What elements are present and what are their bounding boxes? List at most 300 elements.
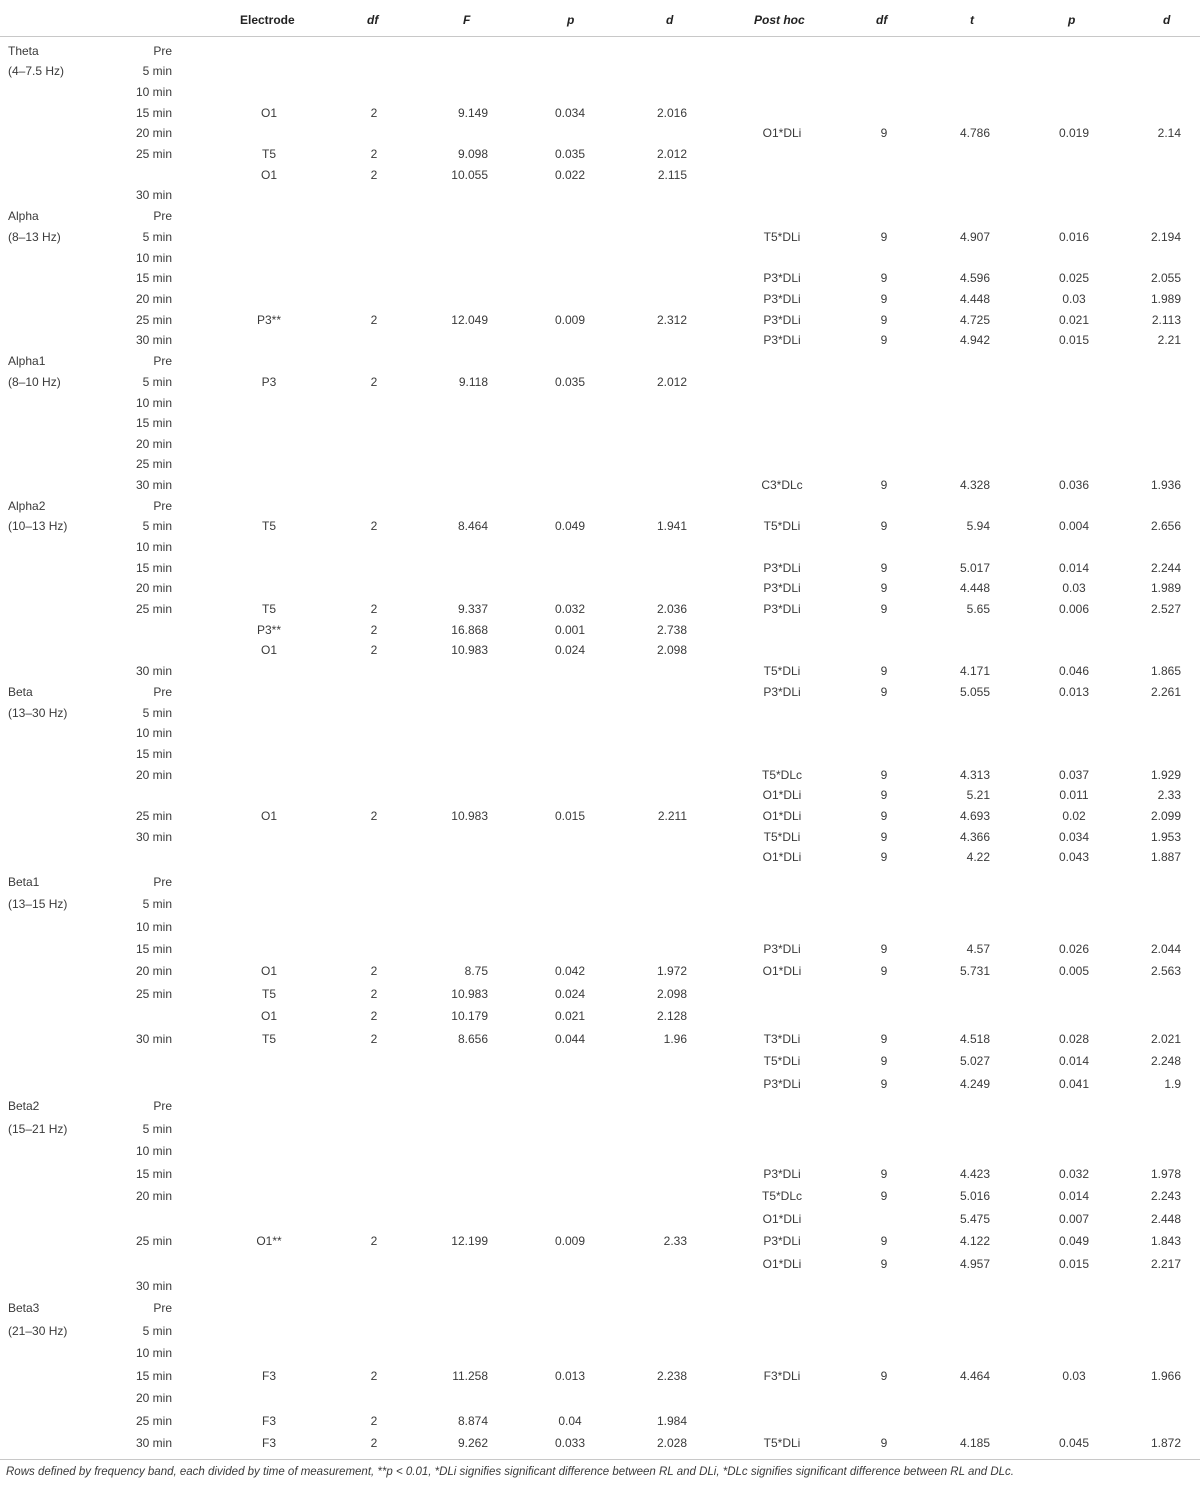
- t-value: 4.328: [959, 478, 990, 492]
- time-label: 15 min: [135, 942, 172, 956]
- posthoc-df-cell: 9: [880, 519, 888, 533]
- d-value: 2.211: [657, 809, 687, 823]
- time-label: 5 min: [142, 519, 172, 533]
- f-value: 8.75: [464, 964, 488, 978]
- t-value: 4.596: [959, 271, 990, 285]
- p-value: 0.013: [554, 1369, 586, 1383]
- df-cell: 2: [370, 987, 378, 1001]
- time-label: 25 min: [135, 147, 172, 161]
- posthoc-cell: P3*DLi: [763, 333, 801, 347]
- d-value: 2.115: [657, 168, 687, 182]
- posthoc-df-cell: 9: [880, 788, 888, 802]
- df-cell: 2: [370, 313, 378, 327]
- posthoc-d-value: 2.448: [1150, 1212, 1181, 1226]
- header-posthoc: Post hoc: [754, 13, 805, 27]
- time-label: 5 min: [142, 897, 172, 911]
- d-value: 2.738: [656, 623, 687, 637]
- f-value: 12.199: [451, 1234, 488, 1248]
- f-value: 10.055: [451, 168, 488, 182]
- f-value: 8.656: [457, 1032, 488, 1046]
- posthoc-p-value: 0.028: [1058, 1032, 1090, 1046]
- posthoc-cell: P3*DLi: [763, 292, 801, 306]
- band-label: Beta1: [8, 875, 40, 889]
- posthoc-d-value: 2.113: [1151, 313, 1181, 327]
- time-label: 15 min: [135, 1369, 172, 1383]
- t-value: 4.725: [959, 313, 990, 327]
- band-label: Beta: [8, 685, 33, 699]
- posthoc-df-cell: 9: [880, 1436, 888, 1450]
- posthoc-p-value: 0.041: [1058, 1077, 1090, 1091]
- band-label: (8–13 Hz): [8, 230, 61, 244]
- time-label: Pre: [153, 354, 172, 368]
- posthoc-cell: T5*DLi: [763, 1054, 801, 1068]
- posthoc-p-value: 0.004: [1058, 519, 1090, 533]
- posthoc-df-cell: 9: [880, 581, 888, 595]
- f-value: 12.049: [451, 313, 488, 327]
- posthoc-p-value: 0.036: [1058, 478, 1090, 492]
- band-label: Theta: [8, 44, 39, 58]
- posthoc-p-value: 0.005: [1058, 964, 1090, 978]
- posthoc-p-value: 0.043: [1058, 850, 1090, 864]
- p-value: 0.04: [558, 1414, 582, 1428]
- electrode-cell: O1: [260, 809, 277, 823]
- posthoc-p-value: 0.034: [1058, 830, 1090, 844]
- posthoc-p-value: 0.014: [1058, 1054, 1090, 1068]
- time-label: 15 min: [135, 271, 172, 285]
- posthoc-p-value: 0.007: [1058, 1212, 1090, 1226]
- posthoc-d-value: 1.872: [1150, 1436, 1181, 1450]
- electrode-cell: O1: [260, 643, 277, 657]
- posthoc-p-value: 0.021: [1058, 313, 1090, 327]
- electrode-cell: O1: [260, 106, 277, 120]
- posthoc-cell: P3*DLi: [763, 313, 801, 327]
- d-value: 1.984: [656, 1414, 687, 1428]
- posthoc-d-value: 2.044: [1150, 942, 1181, 956]
- electrode-cell: T5: [261, 147, 276, 161]
- time-label: 20 min: [135, 126, 172, 140]
- posthoc-cell: F3*DLi: [763, 1369, 801, 1383]
- posthoc-d-value: 2.244: [1150, 561, 1181, 575]
- posthoc-d-value: 2.021: [1150, 1032, 1181, 1046]
- time-label: 30 min: [135, 1279, 172, 1293]
- time-label: 20 min: [135, 964, 172, 978]
- p-value: 0.035: [554, 375, 586, 389]
- d-value: 2.012: [656, 375, 687, 389]
- time-label: 15 min: [135, 561, 172, 575]
- electrode-cell: P3**: [256, 313, 282, 327]
- f-value: 10.983: [451, 987, 488, 1001]
- posthoc-d-value: 2.217: [1150, 1257, 1181, 1271]
- f-value: 8.874: [457, 1414, 488, 1428]
- t-value: 5.65: [966, 602, 990, 616]
- f-value: 16.868: [451, 623, 488, 637]
- time-label: 30 min: [135, 830, 172, 844]
- posthoc-cell: P3*DLi: [763, 602, 801, 616]
- time-label: Pre: [153, 875, 172, 889]
- p-value: 0.024: [554, 643, 586, 657]
- time-label: 5 min: [142, 706, 172, 720]
- f-value: 10.179: [451, 1009, 488, 1023]
- band-label: Beta3: [8, 1301, 40, 1315]
- f-value: 11.258: [452, 1369, 488, 1383]
- p-value: 0.015: [554, 809, 586, 823]
- posthoc-d-value: 1.989: [1150, 292, 1181, 306]
- posthoc-d-value: 1.929: [1150, 768, 1181, 782]
- f-value: 9.262: [457, 1436, 488, 1450]
- p-value: 0.035: [554, 147, 586, 161]
- posthoc-cell: T5*DLi: [763, 664, 801, 678]
- p-value: 0.044: [554, 1032, 586, 1046]
- t-value: 5.475: [959, 1212, 990, 1226]
- time-label: 10 min: [135, 920, 172, 934]
- posthoc-df-cell: 9: [880, 1369, 888, 1383]
- electrode-cell: O1: [260, 964, 277, 978]
- posthoc-d-value: 1.936: [1150, 478, 1181, 492]
- posthoc-d-value: 1.989: [1150, 581, 1181, 595]
- df-cell: 2: [370, 1234, 378, 1248]
- posthoc-df-cell: 9: [880, 809, 888, 823]
- electrode-cell: O1: [260, 1009, 277, 1023]
- posthoc-cell: P3*DLi: [763, 1234, 801, 1248]
- posthoc-p-value: 0.011: [1059, 788, 1089, 802]
- d-value: 2.312: [656, 313, 687, 327]
- table-footnote: Rows defined by frequency band, each divided by time of measurement, **p < 0.01, *DLi signifies significant difference between RL and DLi, *DLc signifies significant difference between RL and DLc.: [6, 1466, 1015, 1478]
- electrode-cell: F3: [261, 1436, 276, 1450]
- df-cell: 2: [370, 519, 378, 533]
- electrode-cell: F3: [261, 1369, 276, 1383]
- posthoc-df-cell: 9: [880, 830, 888, 844]
- time-label: 30 min: [135, 188, 172, 202]
- time-label: 25 min: [135, 987, 172, 1001]
- header-rule: [0, 36, 1200, 37]
- posthoc-df-cell: 9: [880, 1032, 888, 1046]
- p-value: 0.001: [554, 623, 586, 637]
- df-cell: 2: [370, 168, 378, 182]
- posthoc-d-value: 1.9: [1164, 1077, 1181, 1091]
- posthoc-d-value: 1.843: [1150, 1234, 1181, 1248]
- posthoc-df-cell: 9: [880, 1234, 888, 1248]
- t-value: 4.185: [959, 1436, 990, 1450]
- posthoc-cell: T5*DLi: [763, 230, 801, 244]
- t-value: 5.94: [966, 519, 990, 533]
- posthoc-d-value: 2.055: [1150, 271, 1181, 285]
- time-label: Pre: [153, 1099, 172, 1113]
- posthoc-d-value: 2.099: [1150, 809, 1181, 823]
- posthoc-d-value: 2.248: [1150, 1054, 1181, 1068]
- posthoc-p-value: 0.026: [1058, 942, 1090, 956]
- time-label: 20 min: [135, 581, 172, 595]
- posthoc-df-cell: 9: [880, 1257, 888, 1271]
- posthoc-df-cell: 9: [880, 271, 888, 285]
- posthoc-p-value: 0.046: [1058, 664, 1090, 678]
- posthoc-p-value: 0.03: [1062, 1369, 1086, 1383]
- d-value: 2.238: [656, 1369, 687, 1383]
- band-label: (13–30 Hz): [8, 706, 68, 720]
- time-label: 10 min: [135, 1346, 172, 1360]
- band-label: (21–30 Hz): [8, 1324, 68, 1338]
- posthoc-cell: P3*DLi: [763, 581, 801, 595]
- header-d-posthoc: d: [1163, 13, 1171, 27]
- t-value: 4.366: [959, 830, 990, 844]
- posthoc-p-value: 0.02: [1062, 809, 1086, 823]
- t-value: 4.448: [959, 292, 990, 306]
- time-label: 20 min: [135, 437, 172, 451]
- posthoc-cell: T3*DLi: [763, 1032, 801, 1046]
- time-label: Pre: [153, 499, 172, 513]
- time-label: 25 min: [135, 457, 172, 471]
- time-label: 25 min: [135, 1414, 172, 1428]
- t-value: 5.016: [959, 1189, 990, 1203]
- time-label: 20 min: [135, 1189, 172, 1203]
- posthoc-d-value: 2.194: [1150, 230, 1181, 244]
- p-value: 0.049: [554, 519, 586, 533]
- posthoc-d-value: 1.865: [1150, 664, 1181, 678]
- posthoc-cell: C3*DLc: [761, 478, 803, 492]
- posthoc-df-cell: 9: [880, 230, 888, 244]
- t-value: 4.313: [959, 768, 990, 782]
- posthoc-cell: T5*DLi: [763, 519, 801, 533]
- time-label: Pre: [153, 44, 172, 58]
- p-value: 0.021: [554, 1009, 586, 1023]
- t-value: 4.22: [966, 850, 990, 864]
- d-value: 2.098: [656, 987, 687, 1001]
- posthoc-df-cell: 9: [880, 1077, 888, 1091]
- electrode-cell: P3**: [256, 623, 282, 637]
- t-value: 5.027: [959, 1054, 990, 1068]
- electrode-cell: T5: [261, 1032, 276, 1046]
- d-value: 2.098: [656, 643, 687, 657]
- posthoc-df-cell: 9: [880, 126, 888, 140]
- electrode-cell: T5: [261, 987, 276, 1001]
- t-value: 4.518: [959, 1032, 990, 1046]
- t-value: 4.942: [959, 333, 990, 347]
- posthoc-df-cell: 9: [880, 333, 888, 347]
- posthoc-p-value: 0.037: [1058, 768, 1090, 782]
- posthoc-cell: O1*DLi: [762, 788, 802, 802]
- posthoc-cell: O1*DLi: [762, 1257, 802, 1271]
- t-value: 4.171: [959, 664, 990, 678]
- f-value: 10.983: [451, 643, 488, 657]
- df-cell: 2: [370, 106, 378, 120]
- p-value: 0.034: [554, 106, 586, 120]
- df-cell: 2: [370, 602, 378, 616]
- t-value: 5.017: [959, 561, 990, 575]
- p-value: 0.032: [554, 602, 586, 616]
- posthoc-df-cell: 9: [880, 1189, 888, 1203]
- header-df: df: [367, 13, 379, 27]
- time-label: 10 min: [135, 85, 172, 99]
- posthoc-df-cell: 9: [880, 664, 888, 678]
- d-value: 1.96: [663, 1032, 687, 1046]
- t-value: 5.21: [966, 788, 990, 802]
- posthoc-p-value: 0.016: [1058, 230, 1090, 244]
- posthoc-d-value: 1.966: [1150, 1369, 1181, 1383]
- p-value: 0.022: [554, 168, 586, 182]
- t-value: 4.249: [959, 1077, 990, 1091]
- df-cell: 2: [370, 1009, 378, 1023]
- posthoc-p-value: 0.025: [1058, 271, 1090, 285]
- time-label: Pre: [153, 209, 172, 223]
- f-value: 9.098: [457, 147, 488, 161]
- posthoc-cell: P3*DLi: [763, 1077, 801, 1091]
- t-value: 4.907: [959, 230, 990, 244]
- t-value: 4.957: [959, 1257, 990, 1271]
- d-value: 1.941: [656, 519, 687, 533]
- time-label: 20 min: [135, 1391, 172, 1405]
- posthoc-d-value: 2.21: [1157, 333, 1181, 347]
- band-label: Alpha1: [8, 354, 46, 368]
- t-value: 4.448: [959, 581, 990, 595]
- posthoc-d-value: 2.33: [1157, 788, 1181, 802]
- posthoc-df-cell: 9: [880, 850, 888, 864]
- time-label: 5 min: [142, 230, 172, 244]
- time-label: 15 min: [135, 1167, 172, 1181]
- posthoc-cell: P3*DLi: [763, 561, 801, 575]
- posthoc-cell: P3*DLi: [763, 271, 801, 285]
- electrode-cell: P3: [261, 375, 277, 389]
- posthoc-p-value: 0.013: [1058, 685, 1090, 699]
- band-label: (15–21 Hz): [8, 1122, 68, 1136]
- time-label: 20 min: [135, 292, 172, 306]
- time-label: 10 min: [135, 396, 172, 410]
- time-label: 15 min: [135, 416, 172, 430]
- band-label: (8–10 Hz): [8, 375, 61, 389]
- posthoc-df-cell: 9: [880, 1054, 888, 1068]
- bottom-rule: [0, 1459, 1200, 1460]
- posthoc-df-cell: 9: [880, 768, 888, 782]
- posthoc-df-cell: 9: [880, 561, 888, 575]
- time-label: 30 min: [135, 333, 172, 347]
- header-p: p: [567, 13, 575, 27]
- posthoc-cell: T5*DLi: [763, 1436, 801, 1450]
- t-value: 4.423: [959, 1167, 990, 1181]
- electrode-cell: T5: [261, 519, 276, 533]
- time-label: 15 min: [135, 106, 172, 120]
- t-value: 4.693: [959, 809, 990, 823]
- posthoc-p-value: 0.03: [1062, 581, 1086, 595]
- posthoc-cell: T5*DLc: [761, 1189, 802, 1203]
- header-p-posthoc: p: [1068, 13, 1076, 27]
- posthoc-p-value: 0.015: [1058, 333, 1090, 347]
- posthoc-d-value: 2.261: [1150, 685, 1181, 699]
- p-value: 0.009: [554, 1234, 586, 1248]
- time-label: 5 min: [142, 1324, 172, 1338]
- posthoc-cell: T5*DLc: [761, 768, 802, 782]
- p-value: 0.033: [554, 1436, 586, 1450]
- electrode-cell: F3: [261, 1414, 276, 1428]
- posthoc-df-cell: 9: [880, 313, 888, 327]
- df-cell: 2: [370, 623, 378, 637]
- electrode-cell: O1**: [256, 1234, 282, 1248]
- posthoc-d-value: 2.656: [1150, 519, 1181, 533]
- p-value: 0.009: [554, 313, 586, 327]
- time-label: 30 min: [135, 664, 172, 678]
- time-label: 25 min: [135, 602, 172, 616]
- posthoc-d-value: 1.953: [1150, 830, 1181, 844]
- posthoc-df-cell: 9: [880, 685, 888, 699]
- time-label: 30 min: [135, 1032, 172, 1046]
- time-label: 25 min: [135, 809, 172, 823]
- posthoc-p-value: 0.014: [1058, 1189, 1090, 1203]
- header-d: d: [666, 13, 674, 27]
- df-cell: 2: [370, 147, 378, 161]
- posthoc-p-value: 0.014: [1058, 561, 1090, 575]
- posthoc-p-value: 0.032: [1058, 1167, 1090, 1181]
- p-value: 0.042: [554, 964, 586, 978]
- df-cell: 2: [370, 809, 378, 823]
- posthoc-cell: T5*DLi: [763, 830, 801, 844]
- posthoc-d-value: 1.887: [1150, 850, 1181, 864]
- t-value: 4.786: [959, 126, 990, 140]
- f-value: 10.983: [451, 809, 488, 823]
- posthoc-d-value: 2.14: [1157, 126, 1181, 140]
- d-value: 2.016: [656, 106, 687, 120]
- time-label: 10 min: [135, 540, 172, 554]
- time-label: 10 min: [135, 251, 172, 265]
- d-value: 2.036: [656, 602, 687, 616]
- posthoc-p-value: 0.045: [1058, 1436, 1090, 1450]
- posthoc-d-value: 2.563: [1150, 964, 1181, 978]
- time-label: 30 min: [135, 1436, 172, 1450]
- electrode-cell: O1: [260, 168, 277, 182]
- posthoc-d-value: 1.978: [1150, 1167, 1181, 1181]
- posthoc-cell: O1*DLi: [762, 850, 802, 864]
- posthoc-p-value: 0.03: [1062, 292, 1086, 306]
- posthoc-df-cell: 9: [880, 602, 888, 616]
- p-value: 0.024: [554, 987, 586, 1001]
- df-cell: 2: [370, 1436, 378, 1450]
- time-label: 5 min: [142, 1122, 172, 1136]
- f-value: 9.149: [457, 106, 488, 120]
- posthoc-df-cell: 9: [880, 942, 888, 956]
- posthoc-p-value: 0.019: [1058, 126, 1090, 140]
- t-value: 5.055: [959, 685, 990, 699]
- band-label: Beta2: [8, 1099, 40, 1113]
- d-value: 2.028: [656, 1436, 687, 1450]
- posthoc-cell: O1*DLi: [762, 1212, 802, 1226]
- time-label: 15 min: [135, 747, 172, 761]
- header-f: F: [463, 13, 471, 27]
- df-cell: 2: [370, 1369, 378, 1383]
- time-label: Pre: [153, 1301, 172, 1315]
- time-label: 25 min: [135, 313, 172, 327]
- time-label: 30 min: [135, 478, 172, 492]
- posthoc-df-cell: 9: [880, 964, 888, 978]
- d-value: 2.128: [656, 1009, 687, 1023]
- header-df-posthoc: df: [876, 13, 888, 27]
- time-label: 5 min: [142, 375, 172, 389]
- posthoc-df-cell: 9: [880, 1167, 888, 1181]
- posthoc-cell: P3*DLi: [763, 942, 801, 956]
- time-label: 20 min: [135, 768, 172, 782]
- band-label: (10–13 Hz): [8, 519, 68, 533]
- df-cell: 2: [370, 643, 378, 657]
- d-value: 2.33: [663, 1234, 687, 1248]
- posthoc-cell: P3*DLi: [763, 685, 801, 699]
- posthoc-df-cell: 9: [880, 292, 888, 306]
- t-value: 5.731: [959, 964, 990, 978]
- posthoc-p-value: 0.006: [1058, 602, 1090, 616]
- time-label: 10 min: [135, 726, 172, 740]
- band-label: Alpha: [8, 209, 39, 223]
- f-value: 9.118: [458, 375, 488, 389]
- df-cell: 2: [370, 1414, 378, 1428]
- posthoc-d-value: 2.243: [1150, 1189, 1181, 1203]
- t-value: 4.122: [959, 1234, 990, 1248]
- posthoc-cell: O1*DLi: [762, 809, 802, 823]
- posthoc-p-value: 0.015: [1058, 1257, 1090, 1271]
- d-value: 1.972: [656, 964, 687, 978]
